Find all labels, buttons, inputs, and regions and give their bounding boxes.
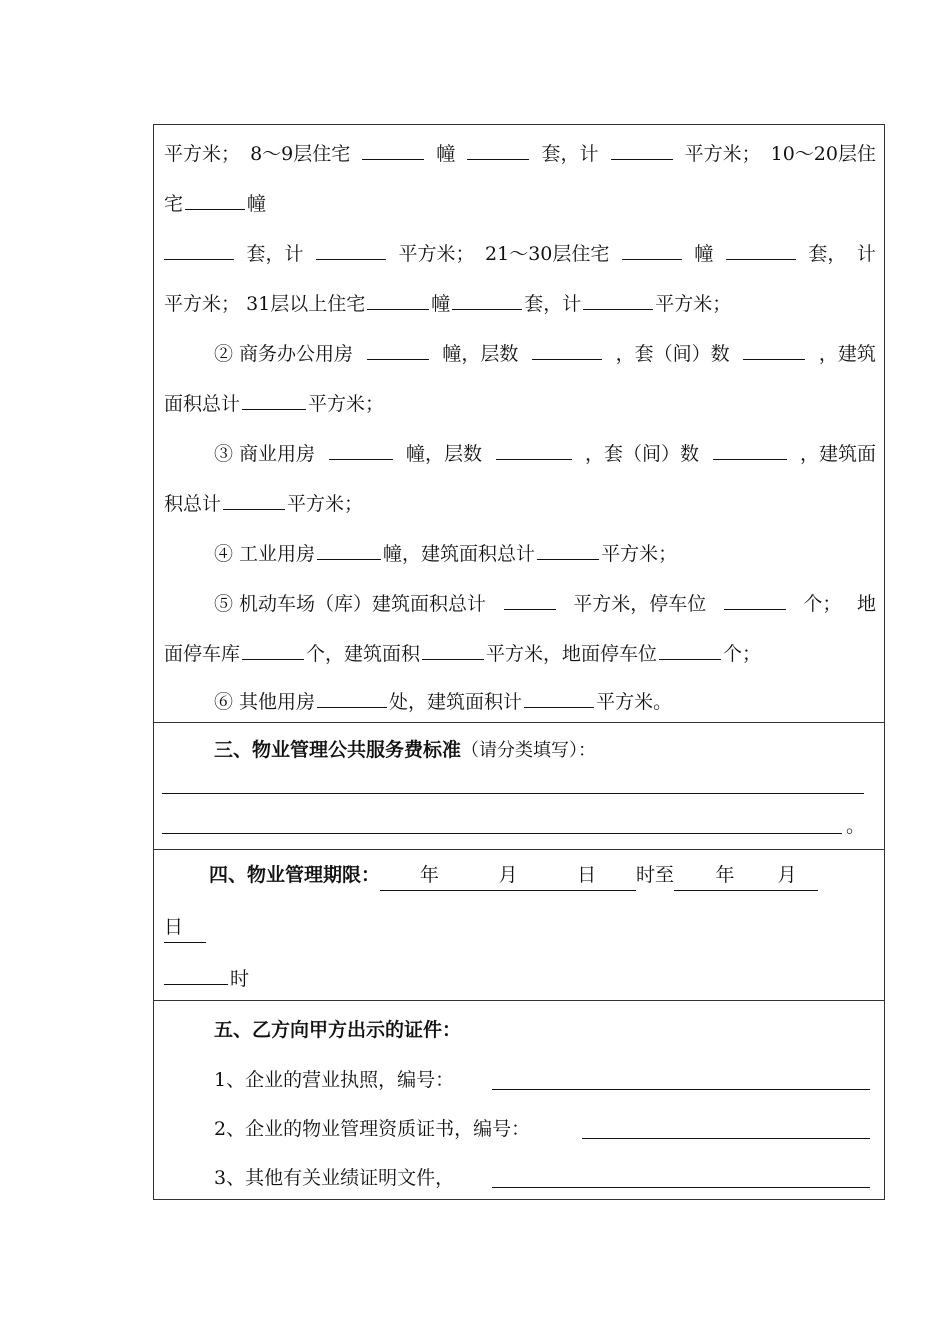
- blank-field[interactable]: [537, 537, 599, 560]
- text: 8～9层住宅: [250, 143, 351, 165]
- parking-line-1: [164, 587, 876, 617]
- blank-field[interactable]: [659, 637, 721, 660]
- section-title: 三、物业管理公共服务费标准: [214, 739, 462, 761]
- text: 套，计: [541, 143, 599, 165]
- blank-field[interactable]: [583, 287, 653, 310]
- text: 个；: [803, 593, 842, 615]
- blank-field[interactable]: [367, 337, 429, 360]
- blank-field[interactable]: [504, 587, 556, 610]
- blank-field[interactable]: [496, 437, 572, 460]
- blank-field[interactable]: [622, 237, 682, 260]
- text[interactable]: 日: [164, 912, 206, 943]
- commercial-line-1: [164, 437, 876, 467]
- text: 平方米，停车位: [573, 593, 707, 615]
- blank-field[interactable]: [317, 685, 387, 708]
- blank-field[interactable]: [724, 587, 786, 610]
- certificate-item: [214, 1114, 876, 1144]
- text: 平方米；: [164, 143, 241, 165]
- text: 平方米；: [308, 393, 385, 415]
- text: 幢，层数: [442, 343, 519, 365]
- service-fee-section: [154, 723, 884, 850]
- parking-line-2: [164, 637, 876, 667]
- text: 平方米；: [164, 293, 241, 315]
- blank-field[interactable]: [367, 287, 429, 310]
- fill-in-line[interactable]: [492, 1089, 870, 1090]
- other-rooms-line: [164, 685, 876, 715]
- text: 21～30层住宅: [485, 243, 610, 265]
- period-line-1: [209, 860, 876, 890]
- blank-field[interactable]: [362, 137, 424, 160]
- text: 平方米；: [601, 543, 678, 565]
- blank-field[interactable]: [532, 337, 602, 360]
- management-period-section: [154, 850, 884, 1001]
- certificates-section: [154, 1001, 884, 1199]
- blank-field[interactable]: [452, 287, 522, 310]
- text: 面积总计: [164, 393, 241, 415]
- service-fee-heading: [214, 735, 876, 765]
- text: 平方米；: [684, 143, 761, 165]
- fill-in-line[interactable]: [582, 1138, 870, 1139]
- office-line-2: [164, 387, 876, 417]
- text: 个，建筑面积: [306, 643, 421, 665]
- text: ③ 商业用房: [214, 443, 316, 465]
- text: ，套（间）数: [615, 343, 730, 365]
- text: 平方米；: [398, 243, 475, 265]
- blank-field[interactable]: [524, 685, 594, 708]
- fill-in-line[interactable]: [162, 793, 864, 794]
- text: ⑥ 其他用房: [214, 691, 316, 713]
- text: 1、企业的营业执照，编号：: [214, 1069, 455, 1091]
- building-area-section: [154, 125, 884, 723]
- section-note: （请分类填写）：: [461, 740, 597, 761]
- text: 套，计: [524, 293, 582, 315]
- text: 。: [846, 815, 866, 837]
- blank-field[interactable]: [316, 237, 386, 260]
- commercial-line-2: [164, 487, 876, 517]
- blank-field[interactable]: [317, 537, 381, 560]
- residential-line-2: [164, 187, 876, 217]
- text: 31层以上住宅: [246, 293, 366, 315]
- text: 幢: [247, 193, 267, 215]
- text: 面停车库: [164, 643, 241, 665]
- text: 年: [419, 864, 439, 886]
- text: 计: [856, 243, 876, 265]
- blank-field[interactable]: [467, 137, 529, 160]
- text: 月: [777, 864, 797, 886]
- blank-field[interactable]: [223, 487, 285, 510]
- text: 10～20层住: [770, 143, 876, 165]
- certificates-heading: [214, 1015, 876, 1045]
- text: 幢，建筑面积总计: [383, 543, 536, 565]
- text: ⑤ 机动车场（库）建筑面积总计: [214, 593, 487, 615]
- text: 幢: [436, 143, 456, 165]
- blank-field[interactable]: [185, 187, 245, 210]
- blank-field[interactable]: [164, 237, 234, 260]
- text: 处，建筑面积计: [389, 691, 523, 713]
- period-line-3: [164, 962, 876, 992]
- blank-field[interactable]: [713, 437, 787, 460]
- text: ，建筑面: [799, 443, 876, 465]
- blank-field[interactable]: [743, 337, 805, 360]
- office-line-1: [164, 337, 876, 367]
- text: 时: [230, 968, 250, 990]
- certificate-item: [214, 1163, 876, 1193]
- text: 3、其他有关业绩证明文件，: [214, 1167, 455, 1189]
- fill-in-line[interactable]: [162, 833, 842, 834]
- blank-field[interactable]: [242, 387, 306, 410]
- section-title: 四、物业管理期限：: [209, 864, 381, 886]
- residential-line-3: [164, 237, 876, 267]
- section-title: 五、乙方向甲方出示的证件：: [214, 1019, 462, 1041]
- text: 个；: [723, 643, 762, 665]
- text: 套，计: [246, 243, 304, 265]
- industrial-line: [164, 537, 876, 567]
- text: ，建筑: [818, 343, 876, 365]
- text: 时至: [636, 864, 675, 886]
- blank-field[interactable]: [611, 137, 673, 160]
- blank-field[interactable]: [726, 237, 796, 260]
- blank-field[interactable]: [329, 437, 393, 460]
- blank-field[interactable]: [422, 637, 484, 660]
- text: 幢，层数: [406, 443, 483, 465]
- text: 2、企业的物业管理资质证书，编号：: [214, 1118, 531, 1140]
- text: 积总计: [164, 493, 222, 515]
- text: ② 商务办公用房: [214, 343, 354, 365]
- residential-line-1: [164, 137, 876, 167]
- end-date-field[interactable]: [674, 860, 818, 891]
- text: 平方米；: [287, 493, 364, 515]
- text: 平方米；: [655, 293, 732, 315]
- start-date-field[interactable]: [380, 860, 636, 891]
- period-line-2: [164, 912, 876, 942]
- text: 月: [498, 864, 518, 886]
- text: ，套（间）数: [585, 443, 700, 465]
- text: 幢: [431, 293, 451, 315]
- blank-field[interactable]: [164, 962, 228, 985]
- text: 年: [715, 864, 735, 886]
- blank-field[interactable]: [242, 637, 304, 660]
- text: 平方米。: [596, 691, 673, 713]
- text: 幢: [694, 243, 714, 265]
- text: 宅: [164, 193, 184, 215]
- text: 平方米，地面停车位: [486, 643, 658, 665]
- form-table: [153, 124, 885, 1200]
- text: 套，: [808, 243, 847, 265]
- certificate-item: [214, 1065, 876, 1095]
- text: ④ 工业用房: [214, 543, 316, 565]
- end-mark: [846, 811, 865, 841]
- fill-in-line[interactable]: [492, 1187, 870, 1188]
- residential-line-4: [164, 287, 876, 317]
- text: 地: [856, 593, 876, 615]
- text: 日: [577, 864, 597, 886]
